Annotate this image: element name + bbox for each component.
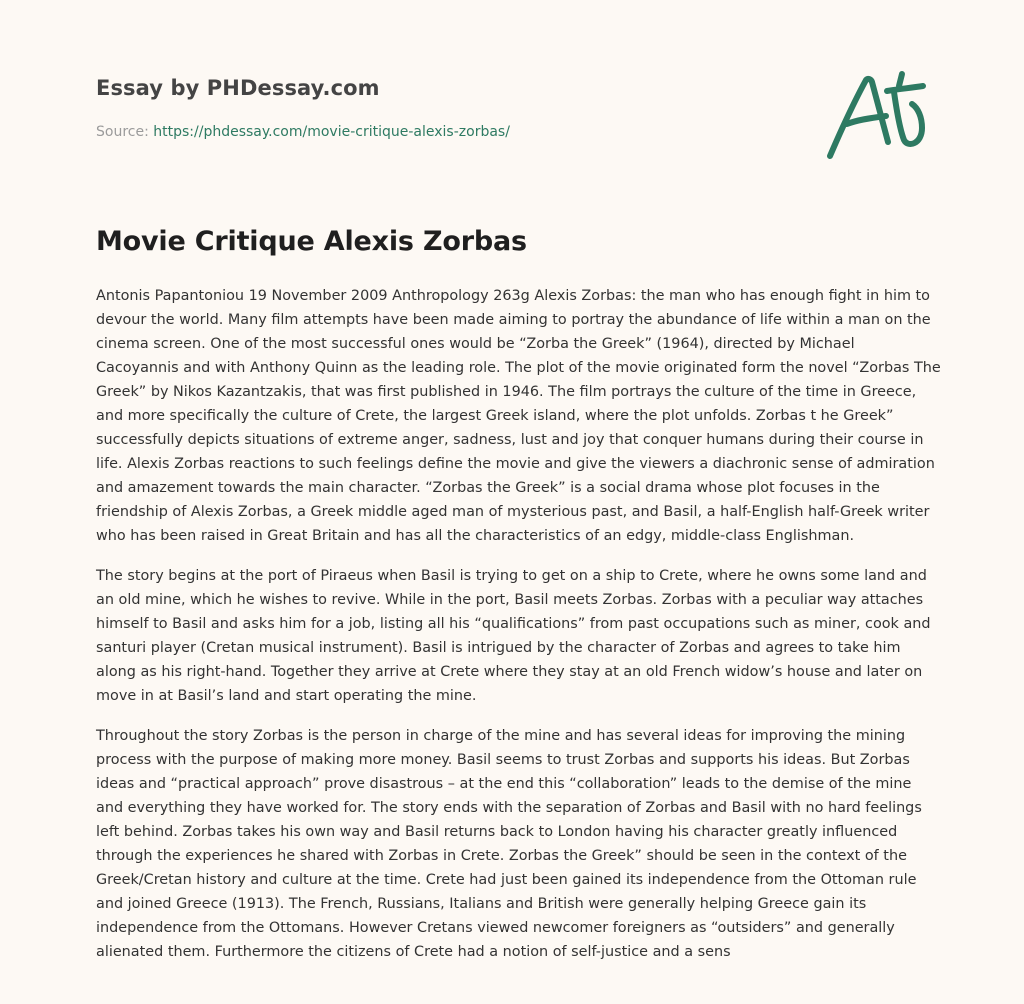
- essay-title: Movie Critique Alexis Zorbas: [96, 226, 527, 257]
- paragraph: Throughout the story Zorbas is the person in charge of the mine and has several ideas for improving the mining process with the purpose of making more money. Basil seems to trust Zorbas and supports his ideas. But Zorbas ideas and “practical approach” prove disastrous – at the end this “collaboration” leads to the demise of the mine and everything they have worked for. The story ends with the separation of Zorbas and Basil with no hard feelings left behind. Zorbas takes his own way and Basil returns back to London having his character greatly influenced through the experiences he shared with Zorbas in Crete. Zorbas the Greek” should be seen in the context of the Greek/Cretan history and culture at the time. Crete had just been gained its independence from the Ottoman rule and joined Greece (1913). The French, Russians, Italians and British were generally helping Greece gain its independence from the Ottomans. However Cretans viewed newcomer foreigners as “outsiders” and generally alienated them. Furthermore the citizens of Crete had a notion of self-justice and a sens: [96, 728, 922, 960]
- essay-page: [96, 0, 941, 1004]
- paragraph: The story begins at the port of Piraeus when Basil is trying to get on a ship to Crete, where he owns some land and an old mine, which he wishes to revive. While in the port, Basil meets Zorbas. Zorbas with a peculiar way attaches himself to Basil and asks him for a job, listing all his “qualifications” from past occupations such as miner, cook and santuri player (Cretan musical instrument). Basil is intrigued by the character of Zorbas and agrees to take him along as his right-hand. Together they arrive at Crete where they stay at an old French widow’s house and later on move in at Basil’s land and start operating the mine.: [96, 568, 931, 704]
- a-plus-logo: [824, 68, 928, 164]
- site-title: Essay by PHDessay.com: [96, 76, 380, 100]
- source-label: Source:: [96, 124, 149, 140]
- paragraph: Antonis Papantoniou 19 November 2009 Anthropology 263g Alexis Zorbas: the man who has enough fight in him to devour the world. Many film attempts have been made aiming to portray the abundance of life within a man on the cinema screen. One of the most successful ones would be “Zorba the Greek” (1964), directed by Michael Cacoyannis and with Anthony Quinn as the leading role. The plot of the movie originated form the novel “Zorbas The Greek” by Nikos Kazantzakis, that was first published in 1946. The film portrays the culture of the time in Greece, and more specifically the culture of Crete, the largest Greek island, where the plot unfolds. Zorbas t he Greek” successfully depicts situations of extreme anger, sadness, lust and joy that conquer humans during their course in life. Alexis Zorbas reactions to such feelings define the movie and give the viewers a diachronic sense of admiration and amazement towards the main character. “Zorbas the Greek” is a social drama whose plot focuses in the friendship of Alexis Zorbas, a Greek middle aged man of mysterious past, and Basil, a half-English half-Greek writer who has been raised in Great Britain and has all the characteristics of an edgy, middle-class Englishman.: [96, 288, 941, 544]
- source-link[interactable]: https://phdessay.com/movie-critique-alexis-zorbas/: [153, 124, 510, 140]
- source-line: [96, 124, 510, 140]
- essay-body: [96, 284, 941, 980]
